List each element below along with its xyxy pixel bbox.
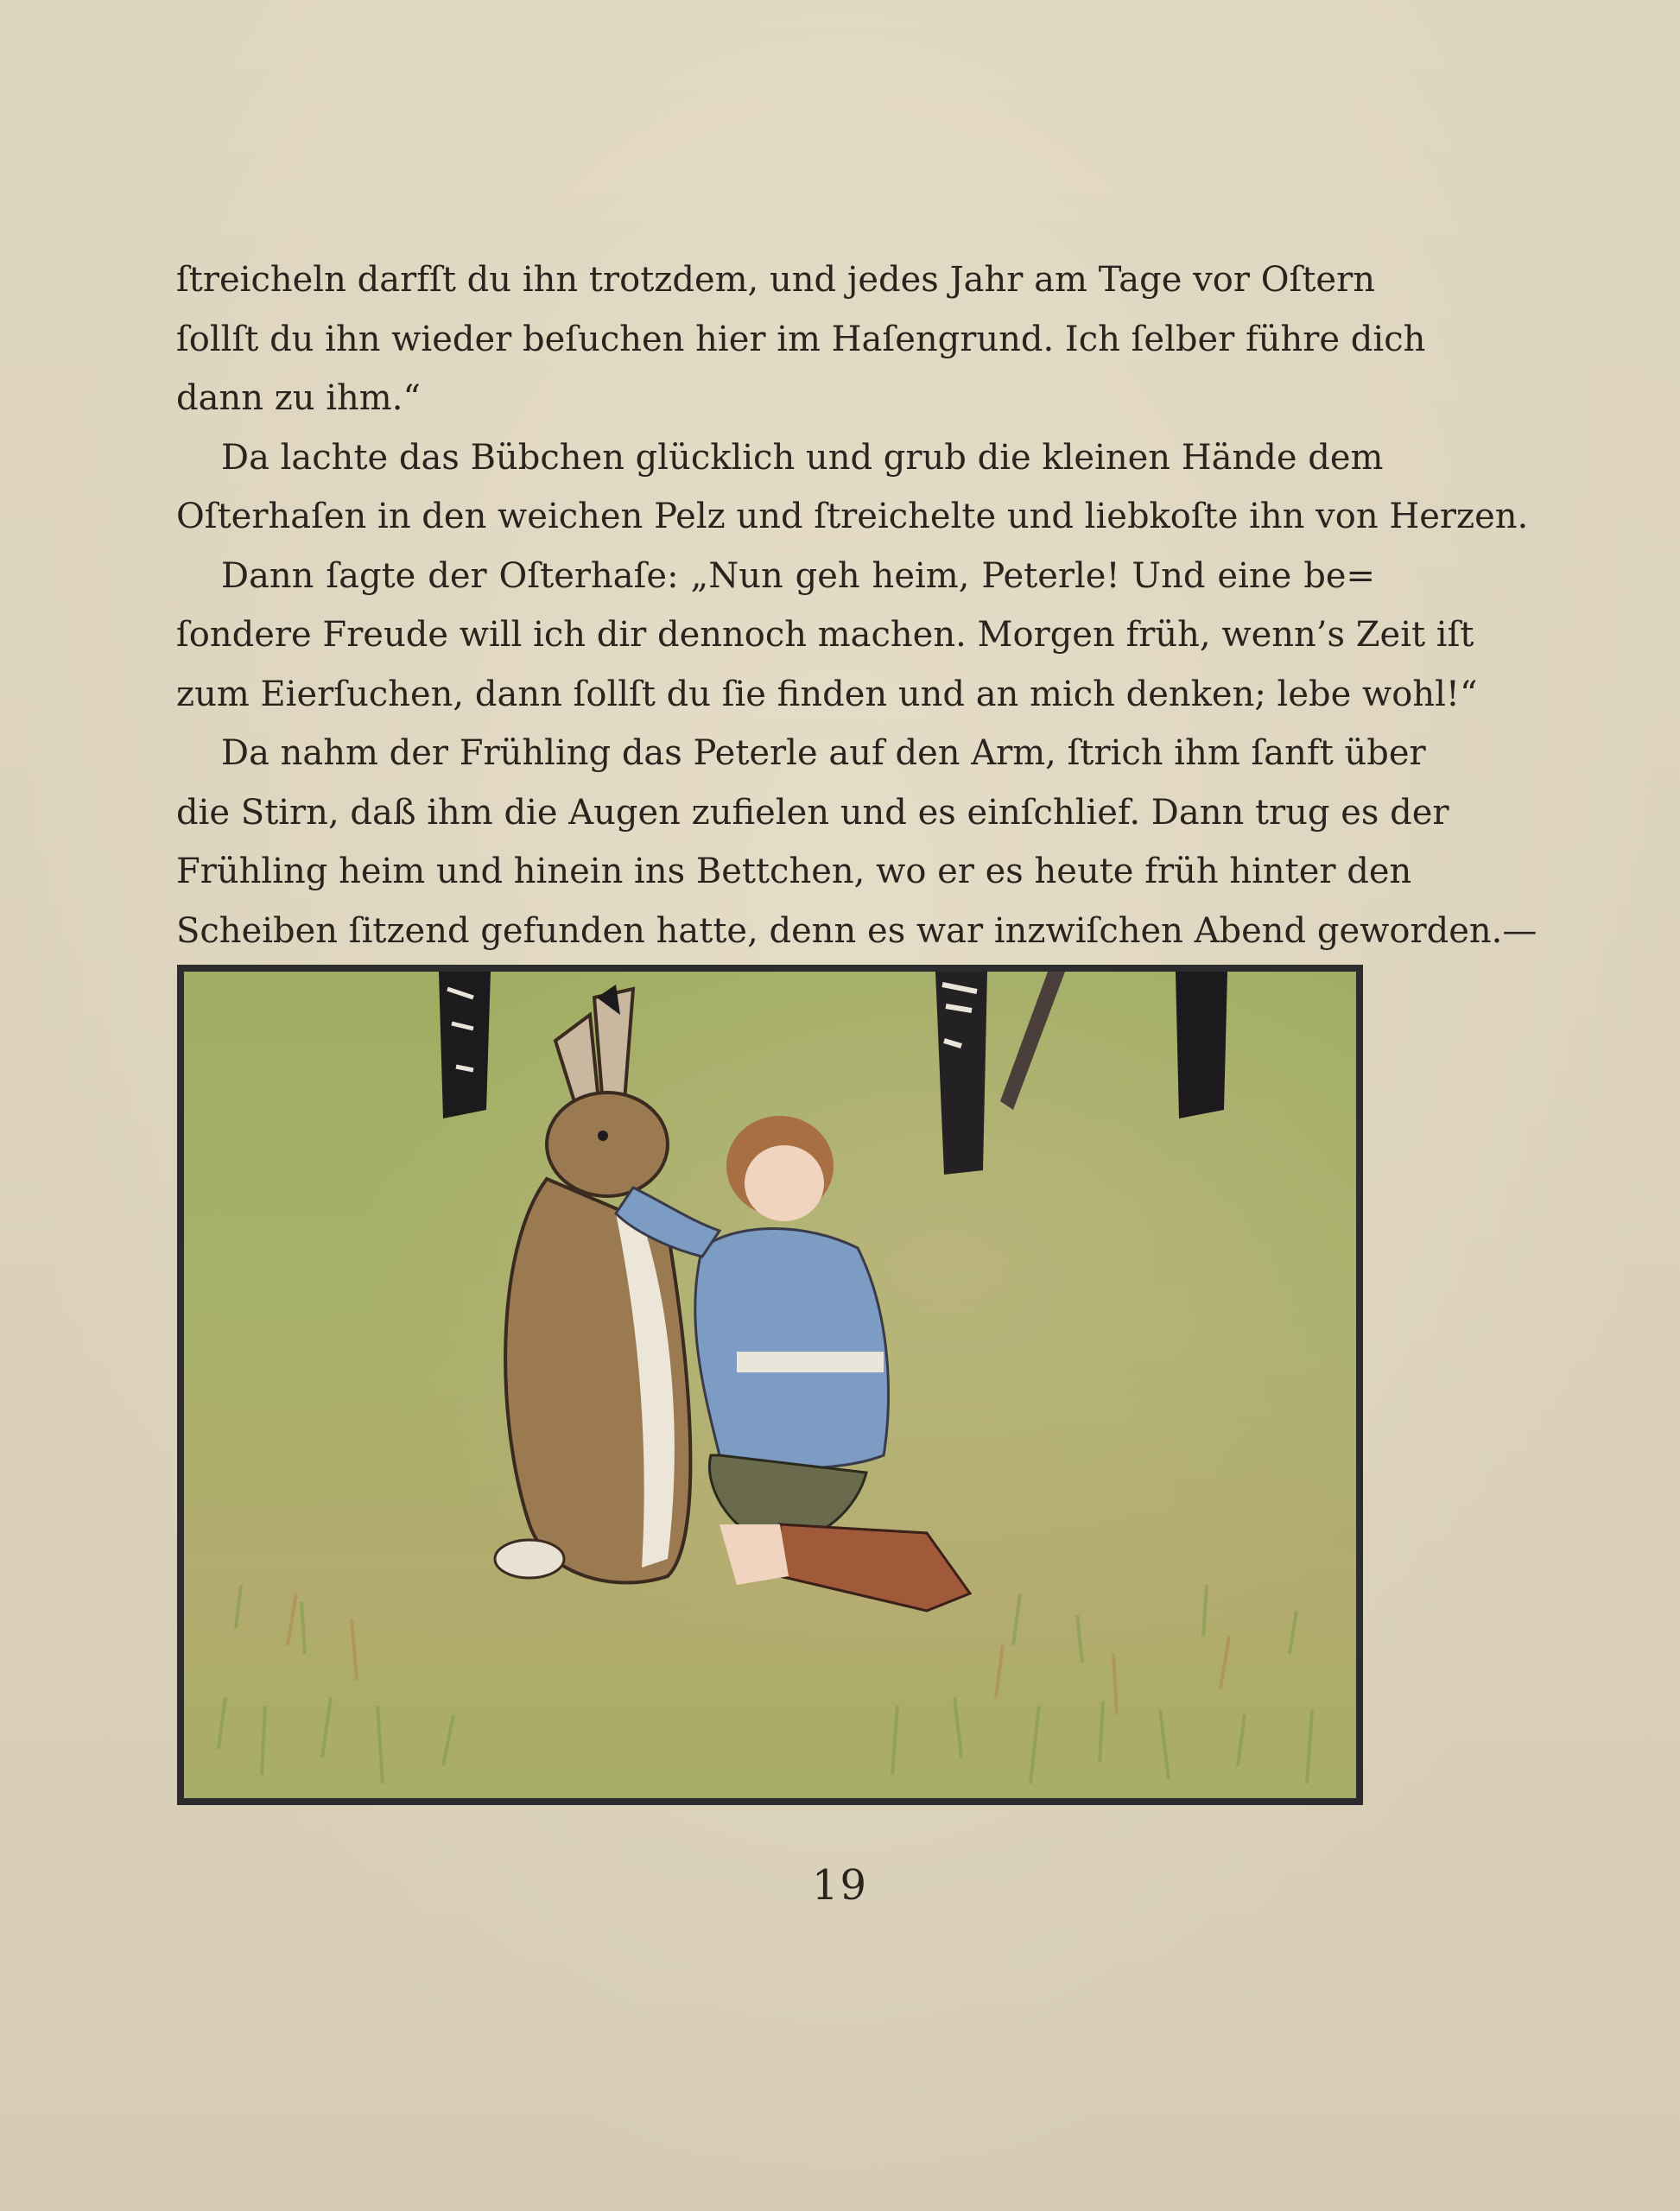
text-line: dann zu ihm.“ — [176, 378, 421, 418]
painting — [184, 972, 1356, 1798]
text-line: Dann ſagte der Oſterhaſe: „Nun geh heim, Peterle! Und eine be= — [221, 555, 1375, 596]
text-line: Frühling heim und hinein ins Bettchen, wo er es heute früh hinter den — [176, 852, 1412, 891]
illustration-hare-and-boy — [177, 965, 1363, 1805]
text-line: Scheiben ſitzend gefunden hatte, denn es war inzwiſchen Abend geworden.— — [176, 910, 1537, 951]
text-line: ſollſt du ihn wieder beſuchen hier im Haſengrund. Ich ſelber führe dich — [176, 319, 1426, 359]
text-line: zum Eierſuchen, dann ſollſt du ſie finden und an mich denken; lebe wohl!“ — [176, 674, 1478, 714]
text-line: ſondere Freude will ich dir dennoch machen. Morgen früh, wenn’s Zeit iſt — [176, 615, 1474, 655]
tree-trunk — [935, 972, 987, 1175]
text-line: die Stirn, daß ihm die Augen zufielen und es einſchlief. Dann trug es der — [176, 792, 1449, 833]
story-text — [176, 250, 1537, 960]
text-line: Oſterhaſen in den weichen Pelz und ſtreichelte und liebkoſte ihn von Herzen. — [176, 497, 1529, 536]
tree-trunk — [1176, 972, 1227, 1118]
page-number: 19 — [811, 1861, 869, 1910]
text-line: Da lachte das Bübchen glücklich und grub die kleinen Hände dem — [221, 437, 1384, 478]
text-line: ſtreicheln darfſt du ihn trotzdem, und jedes Jahr am Tage vor Oſtern — [176, 260, 1375, 300]
text-line: Da nahm der Frühling das Peterle auf den Arm, ſtrich ihm ſanft über — [221, 733, 1426, 773]
